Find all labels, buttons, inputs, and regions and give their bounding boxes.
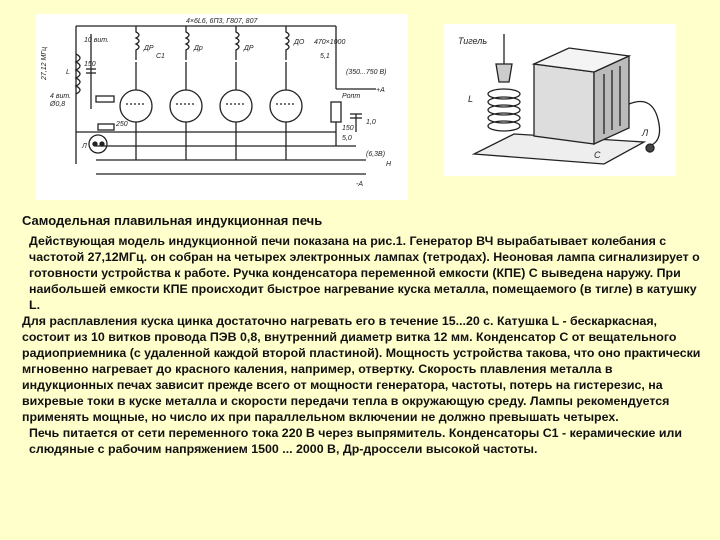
document-text	[22, 213, 702, 457]
schematic-label: L	[66, 69, 70, 76]
schematic-label: 250	[116, 121, 128, 128]
illustration-label: Л	[642, 128, 649, 138]
tube-type-label: 4×6L6, 6П3, Г807, 807	[186, 18, 258, 25]
illustration-label: L	[468, 94, 474, 104]
paragraph-1: Действующая модель индукционной печи показана на рис.1. Генератор ВЧ вырабатывает колебания с частотой 27,12МГц. он собран на четырех электронных лампах (тетродах). Неоновая лампа сигнализирует о готовности устройства к работе. Ручка конденсатора переменной емкости (КПЕ) С выведена наружу. При наибольшей емкости КПЕ происходит быстрое нагревание куска металла, помещаемого (в тигле) в катушку L.	[29, 234, 700, 312]
schematic-label: (6,3В)	[366, 151, 386, 158]
schematic-label: (350...750 В)	[346, 69, 387, 76]
schematic-label: Ø0,8	[50, 101, 66, 108]
schematic-label: 5,1	[320, 53, 330, 60]
schematic-label: Ропт	[342, 93, 361, 100]
schematic-label: ДР	[244, 45, 254, 52]
schematic-label: ДО	[294, 39, 305, 46]
figure-area	[0, 0, 720, 205]
schematic-label: C1	[156, 53, 165, 60]
document-title: Самодельная плавильная индукционная печь	[22, 213, 323, 228]
schematic-label: 150	[342, 125, 354, 132]
schematic-label: -A	[356, 181, 363, 188]
schematic-label: ДР	[144, 45, 154, 52]
frequency-label: 27,12 МГц	[41, 46, 48, 80]
circuit-schematic	[36, 14, 408, 200]
schematic-label: 10 вит.	[84, 37, 109, 44]
illustration-label: Тигель	[458, 36, 488, 46]
schematic-label: 470×1000	[314, 39, 346, 46]
schematic-label: 5,0	[342, 135, 352, 142]
illustration-label: C	[594, 150, 601, 160]
paragraph-3: Печь питается от сети переменного тока 220 В через выпрямитель. Конденсаторы С1 - керамические или слюдяные с рабочим напряжением 1500 ... 2000 В, Др-дроссели высокой частоты.	[29, 426, 682, 456]
furnace-illustration	[444, 24, 676, 176]
paragraph-2: Для расплавления куска цинка достаточно нагревать его в течение 15...20 с. Катушка L - бескаркасная, состоит из 10 витков провода ПЭВ 0,8, внутренний диаметр витка 12 мм. Конденсатор С от вещательного радиоприемника (с удаленной каждой второй пластиной). Мощность устройства такова, что оно практически мгновенно нагревает до красного каления, например, отвертку. Скорость плавления металла в индукционных печах зависит прежде всего от мощности генератора, частоты, потерь на гистерезис, на вихревые токи в куске металла и скорости передачи тепла в окружающую среду. Лампы рекомендуется применять мощные, но число их при параллельном включении не должно превышать четырех.	[22, 314, 701, 424]
schematic-label: 4 вит.	[50, 93, 72, 100]
schematic-label: Др	[194, 45, 203, 52]
schematic-label: 150	[84, 61, 96, 68]
schematic-label: H	[386, 161, 392, 168]
schematic-label: Л	[82, 143, 87, 150]
schematic-label: +A	[376, 87, 385, 94]
schematic-label: 1,0	[366, 119, 376, 126]
